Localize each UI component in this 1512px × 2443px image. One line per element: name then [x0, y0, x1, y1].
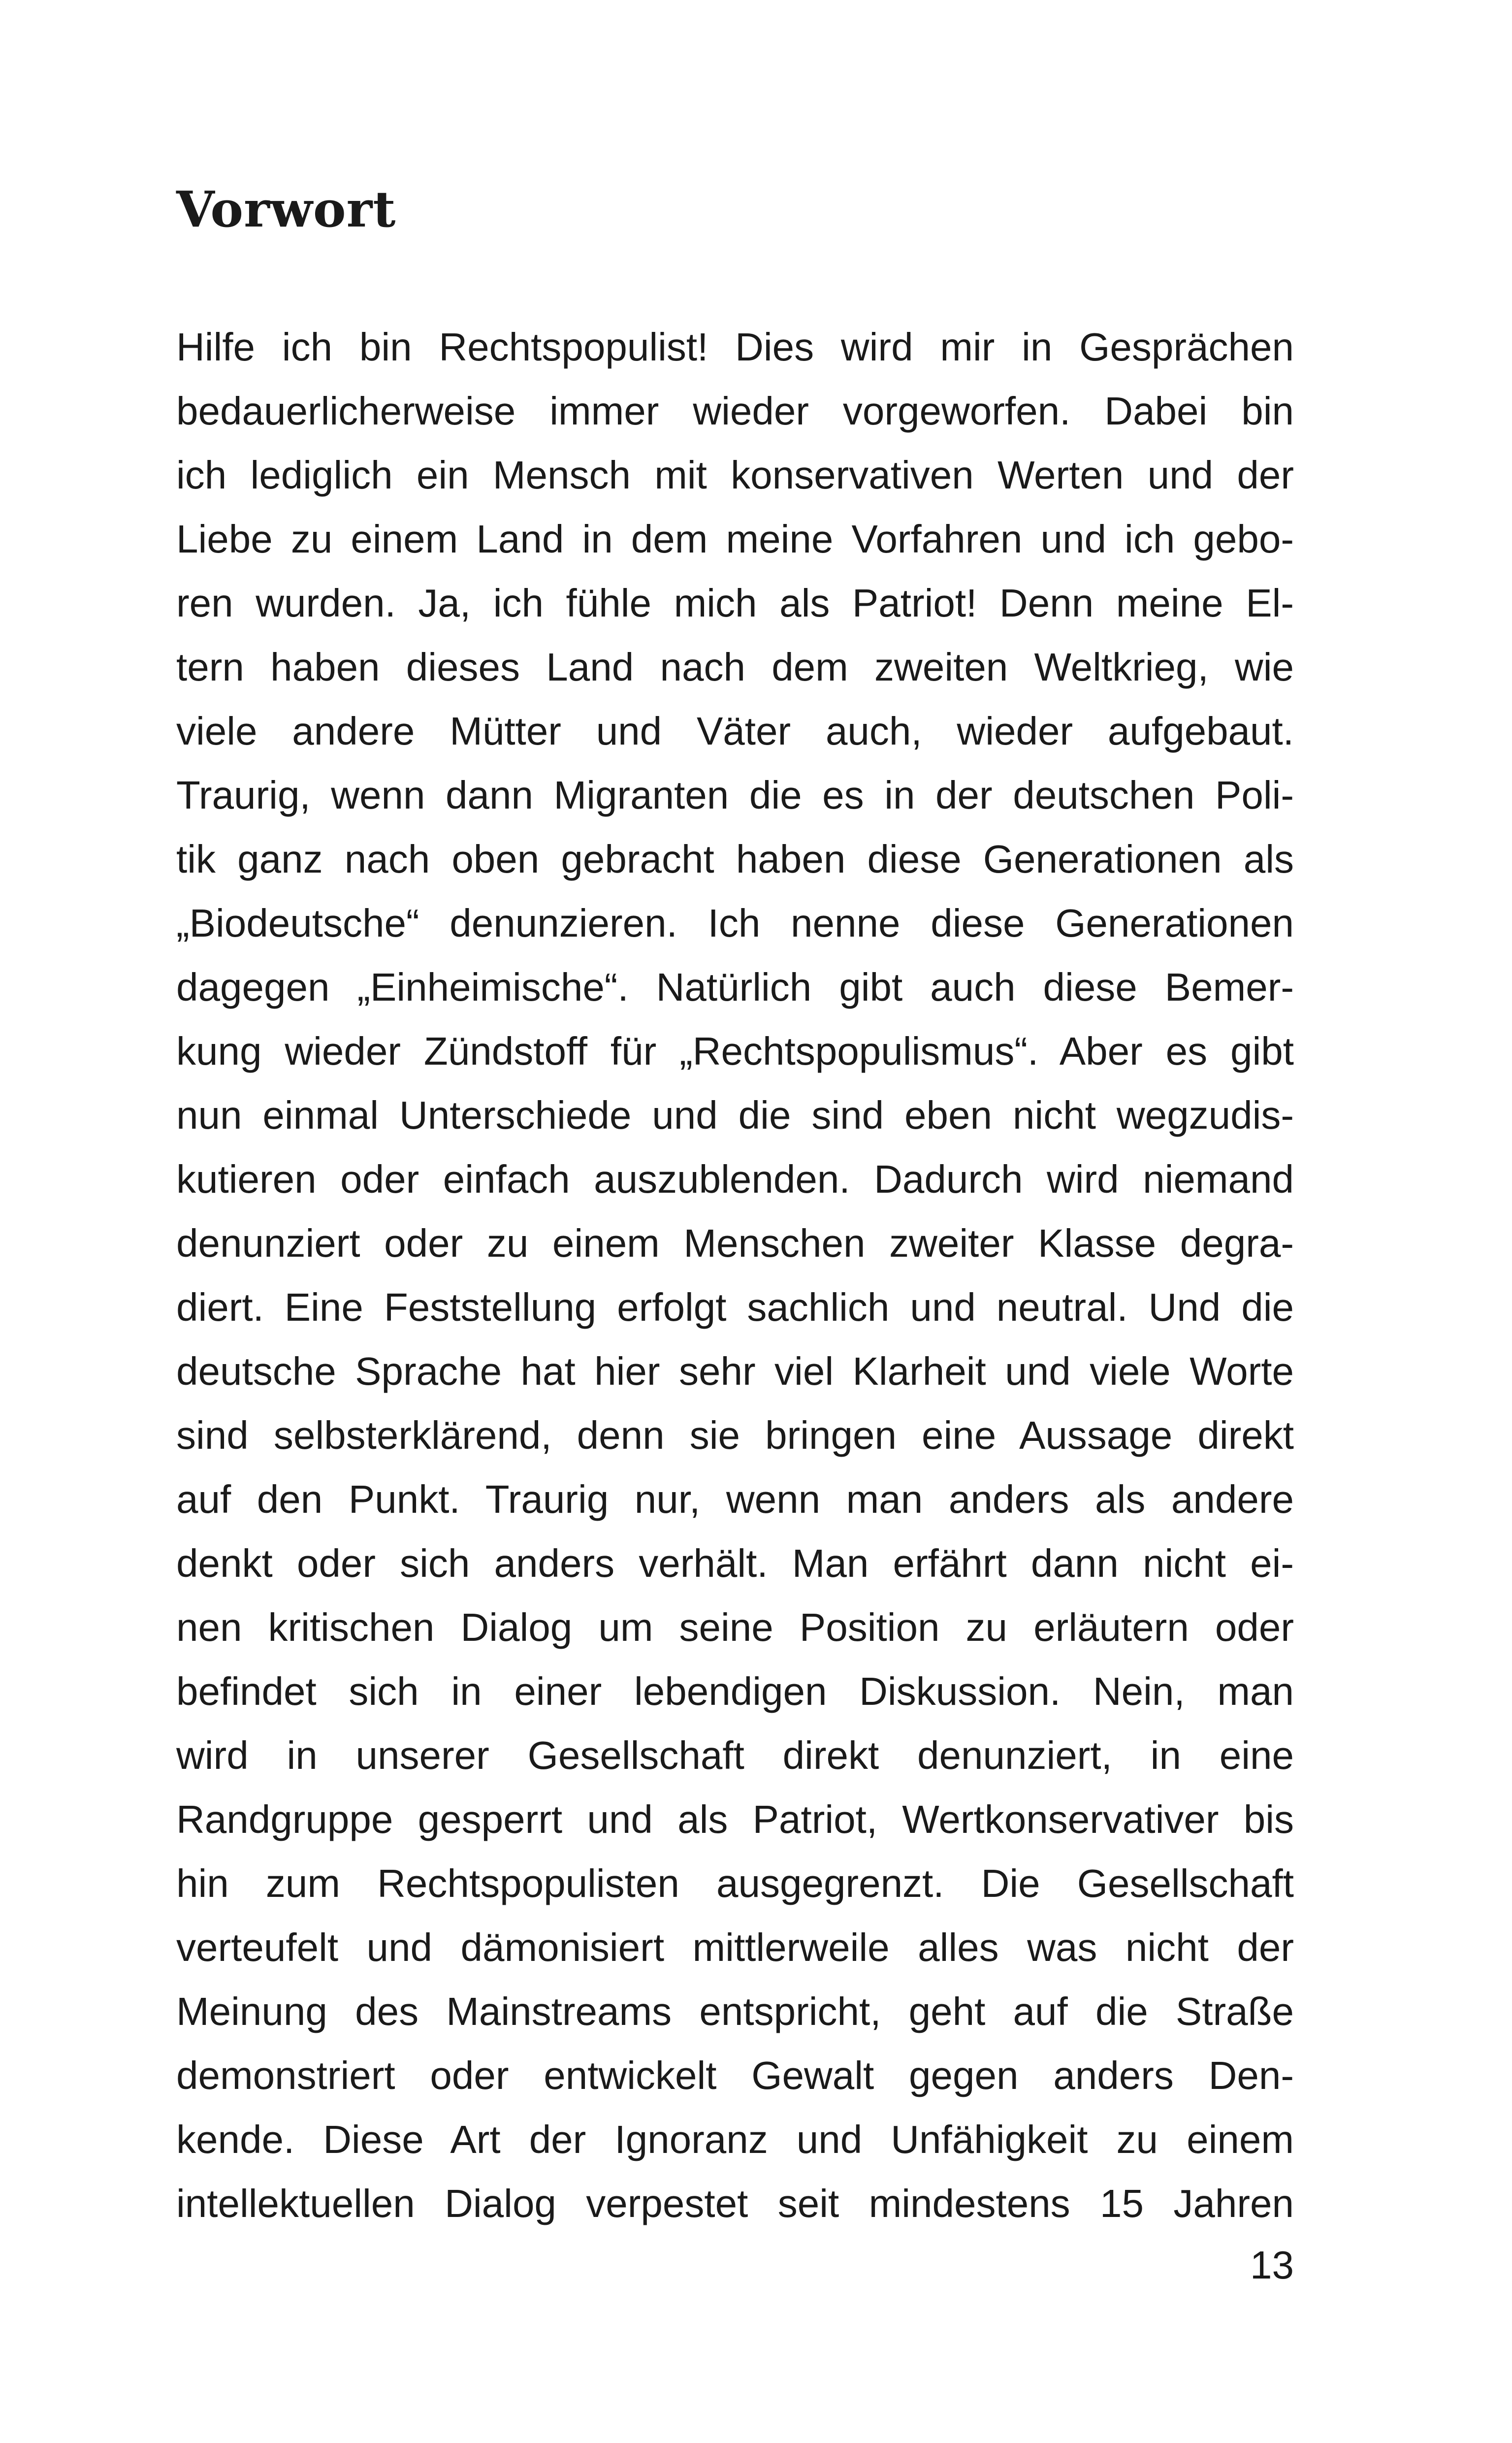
text-line: intellektuellen Dialog verpestet seit mindestens 15 Jahren — [176, 2182, 1294, 2225]
text-line: dagegen „Einheimische“. Natürlich gibt auch diese Bemer- — [176, 965, 1294, 1009]
text-line: bedauerlicherweise immer wieder vorgeworfen. Dabei bin — [176, 389, 1294, 433]
text-line: denunziert oder zu einem Menschen zweiter Klasse degra- — [176, 1221, 1294, 1265]
text-line: nen kritischen Dialog um seine Position zu erläutern oder — [176, 1605, 1294, 1649]
text-line: auf den Punkt. Traurig nur, wenn man anders als andere — [176, 1477, 1294, 1521]
text-line: Randgruppe gesperrt und als Patriot, Wertkonservativer bis — [176, 1797, 1294, 1841]
text-line: diert. Eine Feststellung erfolgt sachlich und neutral. Und die — [176, 1285, 1294, 1329]
text-line: tik ganz nach oben gebracht haben diese Generationen als — [176, 837, 1294, 881]
text-line: kutieren oder einfach auszublenden. Dadurch wird niemand — [176, 1157, 1294, 1201]
page-number: 13 — [1250, 2243, 1294, 2287]
text-line: befindet sich in einer lebendigen Diskussion. Nein, man — [176, 1669, 1294, 1713]
text-line: wird in unserer Gesellschaft direkt denunziert, in eine — [176, 1733, 1294, 1777]
text-line: kung wieder Zündstoff für „Rechtspopulismus“. Aber es gibt — [176, 1029, 1294, 1073]
text-line: Liebe zu einem Land in dem meine Vorfahren und ich gebo- — [176, 517, 1294, 561]
text-line: sind selbsterklärend, denn sie bringen eine Aussage direkt — [176, 1413, 1294, 1457]
chapter-heading: Vorwort — [176, 180, 396, 238]
text-line: deutsche Sprache hat hier sehr viel Klarheit und viele Worte — [176, 1349, 1294, 1393]
text-line: „Biodeutsche“ denunzieren. Ich nenne diese Generationen — [176, 901, 1294, 945]
text-line: tern haben dieses Land nach dem zweiten Weltkrieg, wie — [176, 645, 1294, 689]
text-line: viele andere Mütter und Väter auch, wieder aufgebaut. — [176, 709, 1294, 753]
text-line: Meinung des Mainstreams entspricht, geht auf die Straße — [176, 1989, 1294, 2033]
text-line: demonstriert oder entwickelt Gewalt gegen anders Den- — [176, 2053, 1294, 2097]
text-line: Hilfe ich bin Rechtspopulist! Dies wird mir in Gesprächen — [176, 325, 1294, 369]
body-text — [176, 315, 1294, 2236]
text-line: kende. Diese Art der Ignoranz und Unfähigkeit zu einem — [176, 2117, 1294, 2161]
text-line: denkt oder sich anders verhält. Man erfährt dann nicht ei- — [176, 1541, 1294, 1585]
text-line: verteufelt und dämonisiert mittlerweile alles was nicht der — [176, 1925, 1294, 1969]
text-line: ich lediglich ein Mensch mit konservativen Werten und der — [176, 453, 1294, 497]
text-line: hin zum Rechtspopulisten ausgegrenzt. Die Gesellschaft — [176, 1861, 1294, 1905]
text-line: ren wurden. Ja, ich fühle mich als Patriot! Denn meine El- — [176, 581, 1294, 625]
text-line: Traurig, wenn dann Migranten die es in der deutschen Poli- — [176, 773, 1294, 817]
text-line: nun einmal Unterschiede und die sind eben nicht wegzudis- — [176, 1093, 1294, 1137]
